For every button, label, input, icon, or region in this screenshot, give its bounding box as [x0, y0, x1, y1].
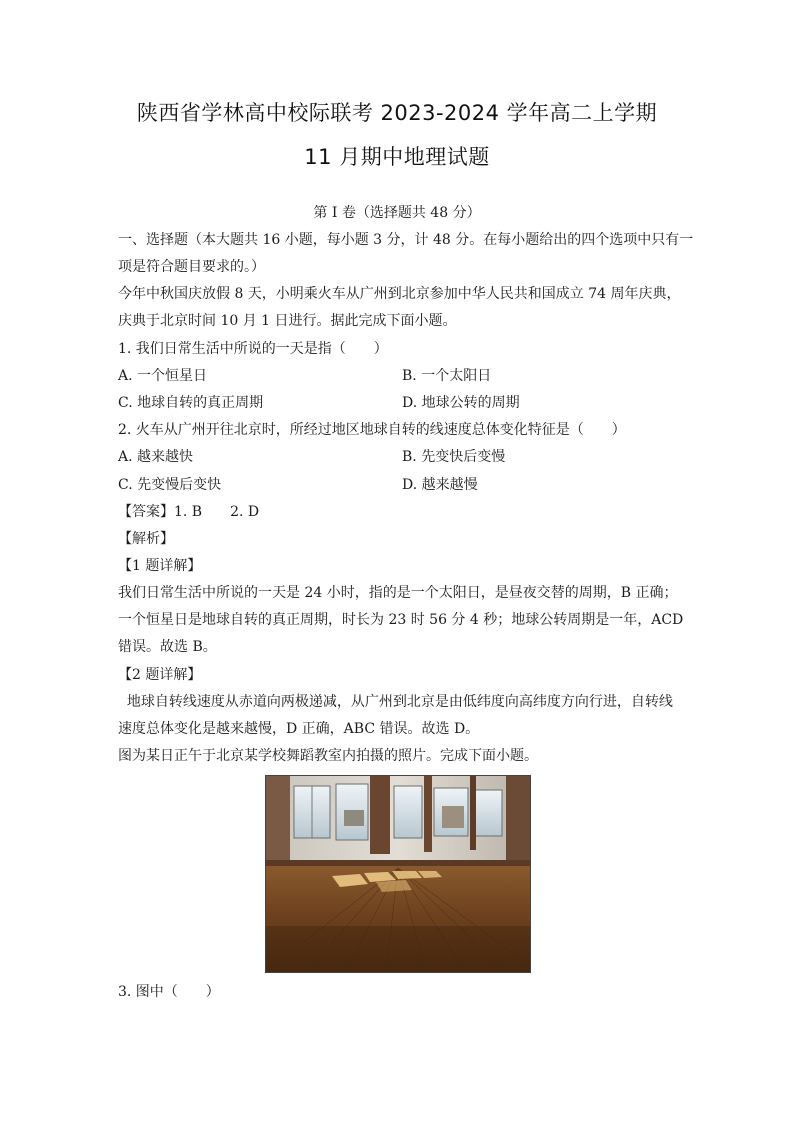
question3-stem: 3. 图中（ ） — [118, 984, 220, 1000]
passage1-line1: 今年中秋国庆放假 8 天，小明乘火车从广州到北京参加中华人民共和国成立 74 周年庆典， — [118, 286, 681, 302]
question1-option-d: D. 地球公转的周期 — [402, 395, 520, 411]
answer-line: 【答案】1. B 2. D — [118, 504, 260, 520]
analysis-label: 【解析】 — [118, 531, 174, 547]
question1-detail-line3: 错误。故选 B。 — [118, 639, 217, 655]
instructions-line1: 一、选择题（本大题共 16 小题，每小题 3 分，计 48 分。在每小题给出的四个选项中只有一 — [118, 232, 694, 248]
instructions-line2: 项是符合题目要求的。） — [118, 259, 265, 275]
question1-option-a: A. 一个恒星日 — [118, 368, 208, 384]
question1-detail-line1: 我们日常生活中所说的一天是 24 小时，指的是一个太阳日，是昼夜交替的周期，B 正确； — [118, 585, 678, 601]
question2-option-b: B. 先变快后变慢 — [402, 449, 506, 465]
document-title-line1: 陕西省学林高中校际联考 2023-2024 学年高二上学期 — [136, 101, 658, 125]
dance-classroom-photo — [265, 775, 531, 973]
question2-option-d: D. 越来越慢 — [402, 477, 478, 493]
passage2-text: 图为某日正午于北京某学校舞蹈教室内拍摄的照片。完成下面小题。 — [118, 748, 538, 764]
question1-detail-line2: 一个恒星日是地球自转的真正周期，时长为 23 时 56 分 4 秒；地球公转周期是一年，ACD — [118, 612, 684, 628]
question1-option-c: C. 地球自转的真正周期 — [118, 395, 264, 411]
question1-detail-label: 【1 题详解】 — [118, 558, 202, 574]
question2-option-c: C. 先变慢后变快 — [118, 477, 222, 493]
passage1-line2: 庆典于北京时间 10 月 1 日进行。据此完成下面小题。 — [118, 313, 457, 329]
question2-stem: 2. 火车从广州开往北京时，所经过地区地球自转的线速度总体变化特征是（ ） — [118, 422, 626, 438]
section-header: 第 I 卷（选择题共 48 分） — [313, 205, 481, 221]
question2-detail-label: 【2 题详解】 — [118, 667, 202, 683]
document-title-line2: 11 月期中地理试题 — [304, 145, 490, 169]
question1-stem: 1. 我们日常生活中所说的一天是指（ ） — [118, 341, 388, 357]
question2-option-a: A. 越来越快 — [118, 449, 194, 465]
question1-option-b: B. 一个太阳日 — [402, 368, 492, 384]
question2-detail-line1: 地球自转线速度从赤道向两极递减，从广州到北京是由低纬度向高纬度方向行进，自转线 — [118, 694, 673, 710]
question2-detail-line2: 速度总体变化是越来越慢，D 正确，ABC 错误。故选 D。 — [118, 721, 480, 737]
